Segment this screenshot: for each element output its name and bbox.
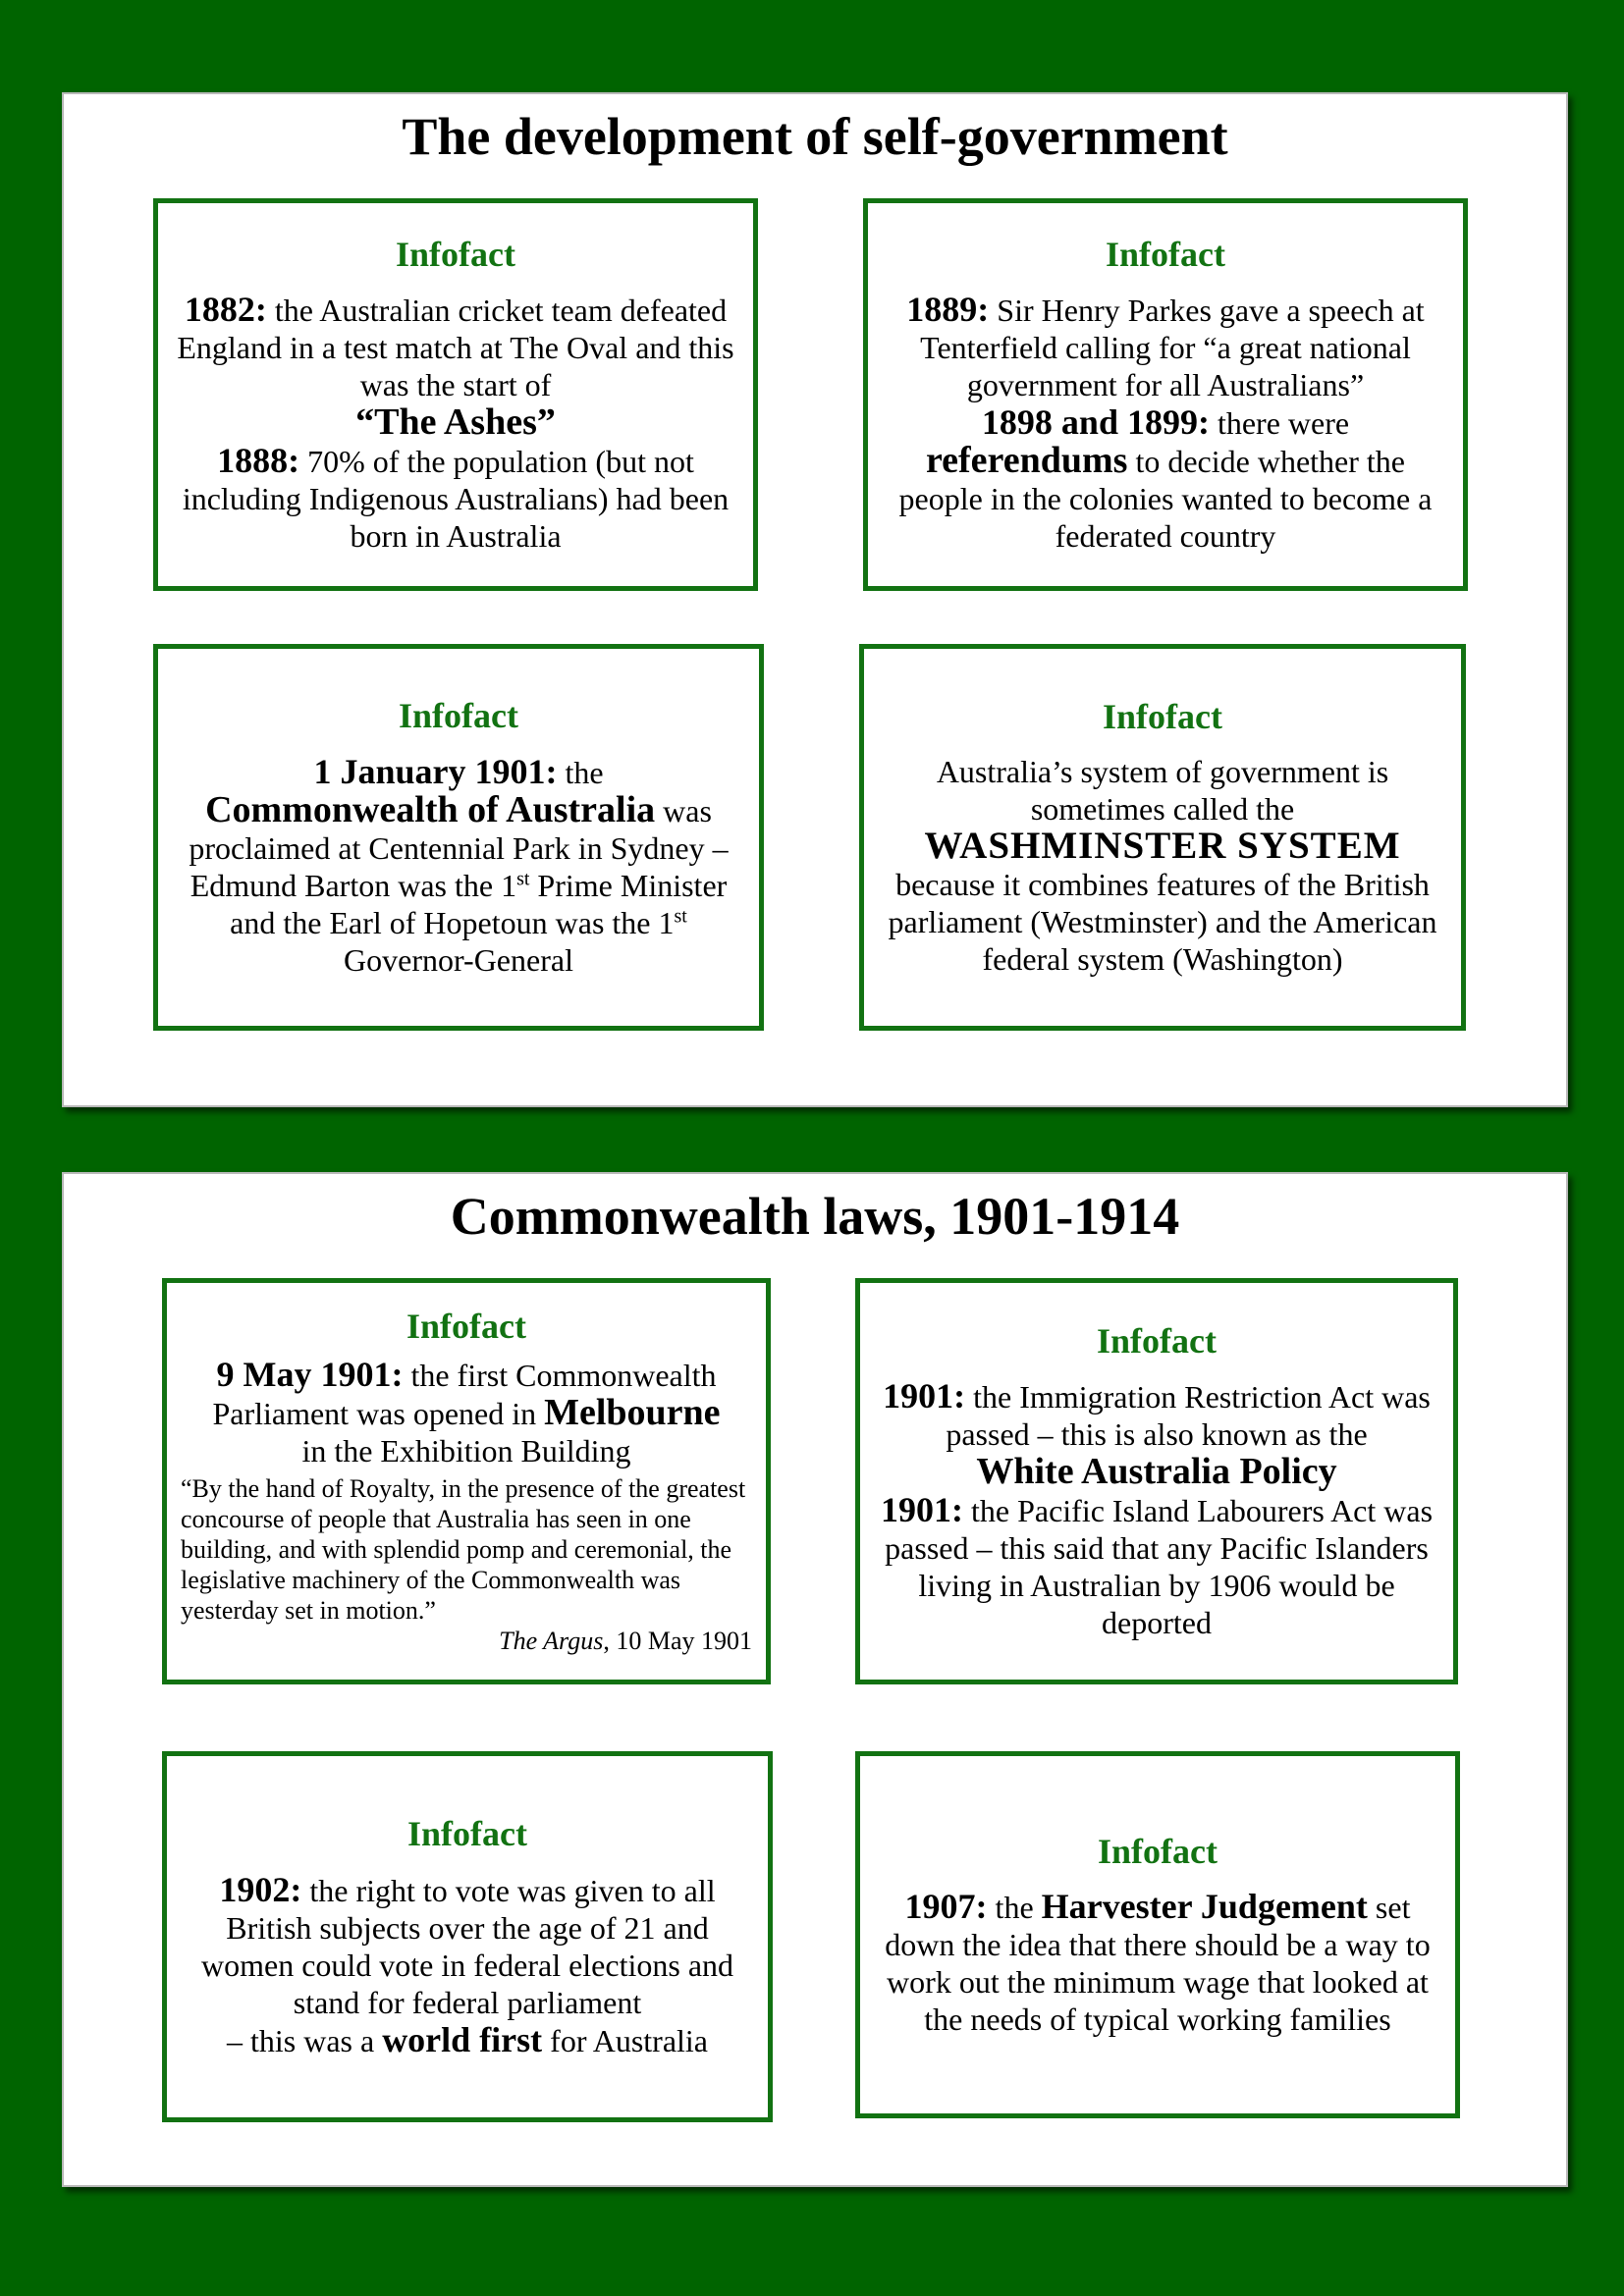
fact-text: 70% of the population (but not including Indigenous Australians) had been born in Australia [182, 444, 730, 555]
fact-text: the right to vote was given to all British subjects over the age of 21 and women could vote in federal elections and stand for federal parliament [200, 1872, 734, 2020]
infofact-box-1882 [153, 198, 758, 591]
fact-text: to decide whether the people in the colonies wanted to become a federated country [898, 444, 1433, 555]
infofact-box-parliament-opening [162, 1278, 771, 1684]
fact-text: Sir Henry Parkes gave a speech at Tenterfield calling for “a great national government for all Australians” [920, 293, 1425, 403]
citation-source: The Argus [499, 1626, 604, 1655]
date-label: 1898 and 1899: [981, 402, 1210, 443]
infofact-heading: Infofact [1098, 1831, 1218, 1871]
date-label: 1901: [883, 1376, 966, 1416]
infofact-text [876, 1377, 1437, 1641]
fact-text: because it combines features of the British parliament (Westminster) and the American federal system (Washington) [888, 867, 1437, 978]
infofact-text [181, 1356, 752, 1469]
fact-text: Prime Minister and the Earl of Hopetoun was the 1 [230, 867, 728, 940]
highlight-text: White Australia Policy [976, 1451, 1337, 1493]
fact-text: for Australia [542, 2022, 708, 2058]
date-label: 1 January 1901: [313, 751, 558, 791]
superscript: st [516, 868, 530, 890]
infofact-heading: Infofact [1097, 1320, 1217, 1361]
commonwealth-laws-panel [62, 1172, 1568, 2187]
infofact-text [174, 753, 743, 979]
fact-text: the [557, 754, 604, 790]
newspaper-quote: “By the hand of Royalty, in the presence of the greatest concourse of people that Australia has seen in one building, and with splendid pomp and ceremonial, the legislative machinery of the Commonwealth was yesterday set in motion.” [181, 1473, 746, 1625]
citation-date: , 10 May 1901 [603, 1626, 752, 1655]
infofact-box-1901-commonwealth [153, 644, 764, 1031]
infofact-text [174, 291, 737, 555]
self-government-panel [62, 92, 1568, 1107]
infofact-text [876, 1888, 1439, 2038]
date-label: 1901: [880, 1490, 963, 1530]
infofact-text [880, 753, 1445, 978]
quote-citation [181, 1626, 752, 1656]
infofact-heading: Infofact [407, 1814, 527, 1854]
infofact-box-1889 [863, 198, 1468, 591]
fact-text: the first Commonwealth Parliament was opened in [212, 1357, 717, 1431]
infofact-heading: Infofact [396, 234, 515, 274]
infofact-box-harvester [855, 1751, 1460, 2118]
date-label: 1907: [904, 1887, 988, 1927]
section-title: The development of self-government [402, 107, 1228, 166]
highlight-text: world first [382, 2019, 543, 2059]
infofact-heading: Infofact [399, 696, 518, 736]
infofact-heading: Infofact [1106, 234, 1225, 274]
date-label: 1889: [906, 290, 990, 330]
highlight-text: Commonwealth of Australia [205, 788, 656, 830]
infofact-box-washminster [859, 644, 1466, 1031]
highlight-text: Harvester Judgement [1041, 1887, 1368, 1927]
infofact-box-1902-vote [162, 1751, 773, 2122]
fact-text: Australia’s system of government is sometimes called the [936, 754, 1389, 828]
fact-text: the Australian cricket team defeated England in a test match at The Oval and this was the start of [177, 293, 734, 403]
fact-text: was proclaimed at Centennial Park in Sydney – Edmund Barton was the 1 [189, 792, 729, 903]
infofact-heading: Infofact [406, 1307, 526, 1347]
infofact-text [183, 1871, 752, 2059]
fact-text: the [987, 1890, 1042, 1926]
fact-text: the Immigration Restriction Act was passed – this is also known as the [946, 1379, 1431, 1453]
fact-text: set down the idea that there should be a way to work out the minimum wage that looked at the needs of typical working families [885, 1890, 1431, 2038]
superscript: st [674, 905, 687, 928]
date-label: 1902: [219, 1869, 302, 1909]
highlight-text: “The Ashes” [355, 401, 556, 444]
date-label: 1888: [217, 441, 300, 481]
fact-text: in the Exhibition Building [301, 1432, 631, 1468]
fact-text: Governor-General [344, 941, 573, 978]
highlight-text: Melbourne [544, 1391, 721, 1433]
infofact-box-immigration [855, 1278, 1458, 1684]
section-title: Commonwealth laws, 1901-1914 [450, 1187, 1180, 1246]
fact-text: the Pacific Island Labourers Act was passed – this said that any Pacific Islanders living in Australian by 1906 would be deported [885, 1493, 1434, 1641]
infofact-heading: Infofact [1103, 696, 1222, 736]
infofact-text [884, 291, 1447, 555]
fact-text: – this was a [226, 2022, 383, 2058]
fact-text: there were [1209, 405, 1350, 442]
highlight-text: referendums [925, 440, 1128, 482]
highlight-text: WASHMINSTER SYSTEM [924, 825, 1401, 868]
date-label: 9 May 1901: [216, 1354, 404, 1394]
date-label: 1882: [184, 290, 267, 330]
